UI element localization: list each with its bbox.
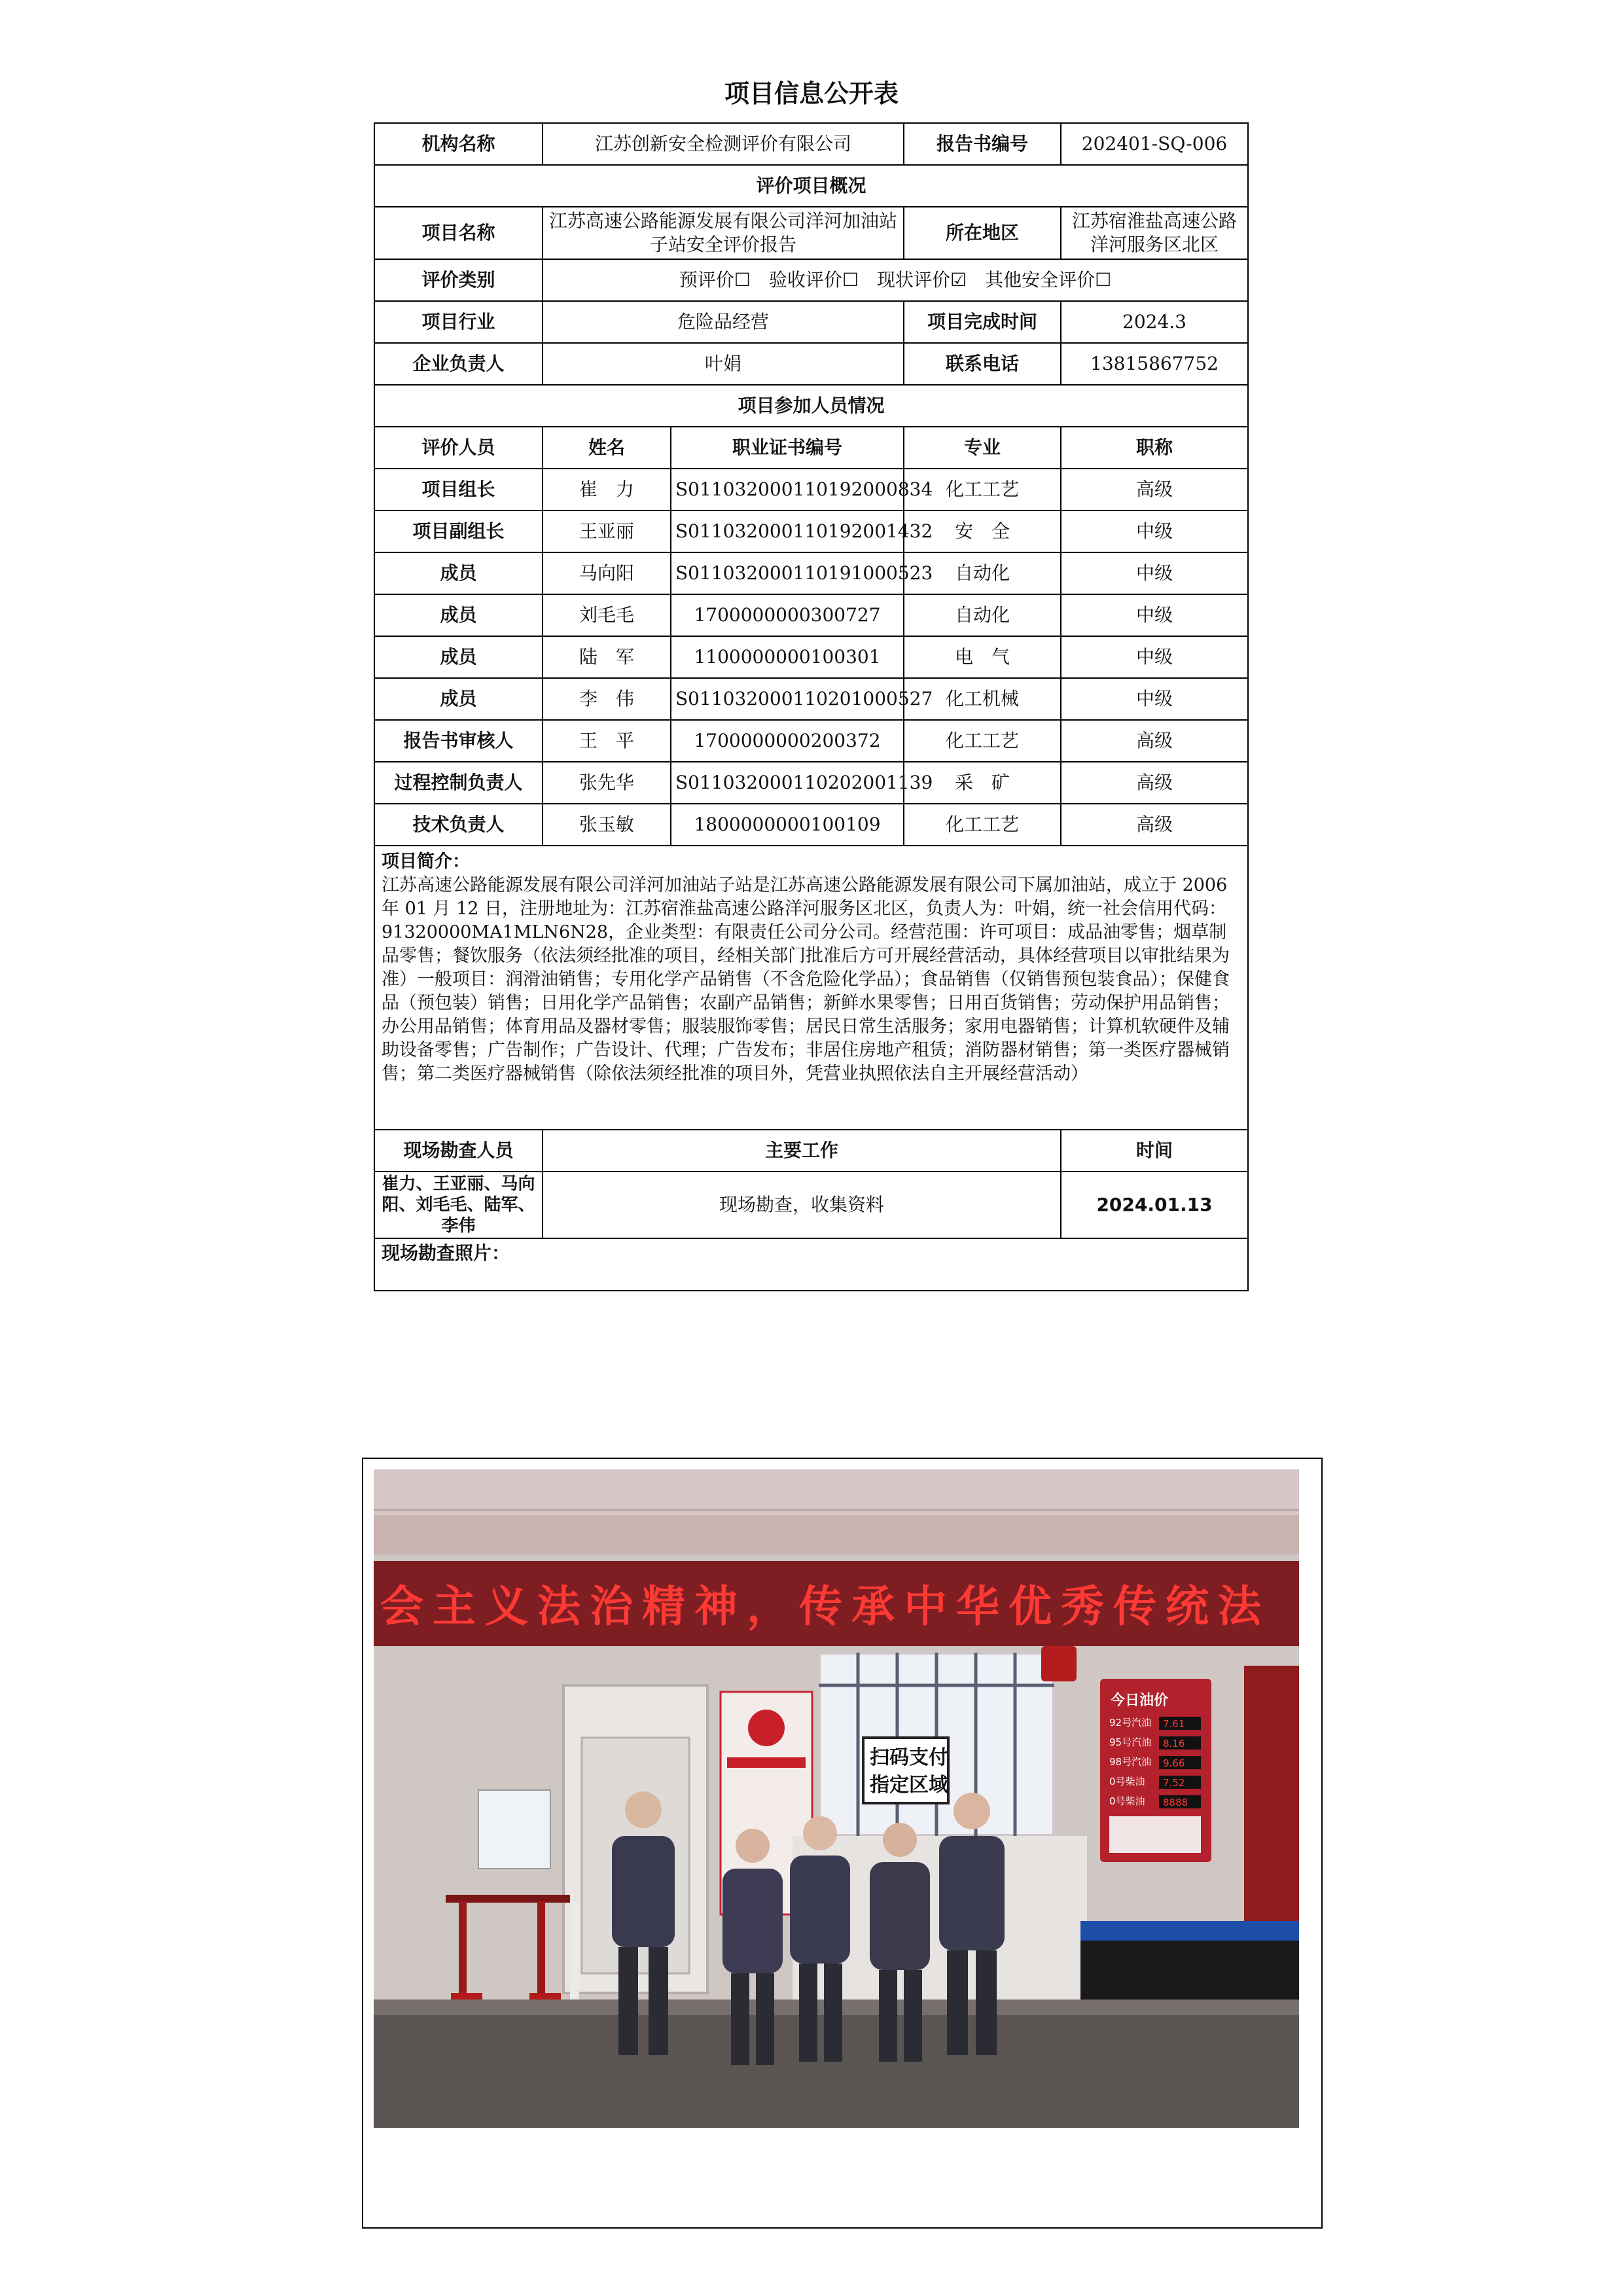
location-label: 所在地区 [904,207,1061,259]
intro-label: 项目简介： [382,852,470,872]
table-row [374,720,1248,762]
report-no-label: 报告书编号 [904,123,1061,165]
person-cert: 1700000000200372 [671,720,904,762]
person-name: 王亚丽 [543,511,671,552]
pay-sign-line2: 指定区域 [870,1774,948,1797]
person-cert: S011032000110202001139 [671,762,904,804]
person-name: 刘毛毛 [543,594,671,636]
photo-frame [362,1458,1323,2229]
person-title: 中级 [1061,594,1248,636]
survey-work: 现场勘查，收集资料 [543,1172,1061,1238]
person-cert: 1100000000100301 [671,636,904,678]
person-role: 成员 [374,636,543,678]
price-board-title: 今日油价 [1111,1693,1169,1709]
site-photo [374,1469,1299,2128]
org-value: 江苏创新安全检测评价有限公司 [543,123,904,165]
eval-type-label: 评价类别 [374,259,543,301]
person-name: 张先华 [543,762,671,804]
responsible-label: 企业负责人 [374,343,543,385]
col-header-major: 专业 [904,427,1061,469]
price-row-name: 92号汽油 [1109,1717,1152,1729]
person-role: 技术负责人 [374,804,543,846]
completion-value: 2024.3 [1061,301,1248,343]
person-title: 中级 [1061,511,1248,552]
price-row-name: 0号柴油 [1109,1776,1145,1787]
person-cert: 1800000000100109 [671,804,904,846]
price-row-value: 8888 [1163,1797,1188,1808]
person-name: 崔 力 [543,469,671,511]
person-name: 马向阳 [543,552,671,594]
price-row-name: 98号汽油 [1109,1756,1152,1768]
person-cert: S011032000110201000527 [671,678,904,720]
table-row [374,594,1248,636]
survey-time-header: 时间 [1061,1130,1248,1172]
phone-label: 联系电话 [904,343,1061,385]
table-row [374,762,1248,804]
phone-value: 13815867752 [1061,343,1248,385]
project-intro [374,846,1248,1130]
led-banner-text: 会主义法治精神，传承中华优秀传统法 [380,1581,1270,1632]
photo-label-cell [374,1238,1248,1291]
person-title: 高级 [1061,469,1248,511]
person-major: 化工工艺 [904,469,1061,511]
project-info-table [374,122,1249,1291]
person-cert: 1700000000300727 [671,594,904,636]
price-row-value: 8.16 [1163,1738,1185,1749]
person-major: 采 矿 [904,762,1061,804]
report-no-value: 202401-SQ-006 [1061,123,1248,165]
person-role: 项目副组长 [374,511,543,552]
org-label: 机构名称 [374,123,543,165]
industry-label: 项目行业 [374,301,543,343]
table-row [374,678,1248,720]
person-name: 张玉敏 [543,804,671,846]
person-major: 安 全 [904,511,1061,552]
person-cert: S011032000110192001432 [671,511,904,552]
person-cert: S011032000110192000834 [671,469,904,511]
pay-sign-line1: 扫码支付 [870,1746,948,1769]
eval-type-value: 预评价☐ 验收评价☐ 现状评价☑ 其他安全评价☐ [543,259,1248,301]
col-header-cert: 职业证书编号 [671,427,904,469]
table-row [374,511,1248,552]
intro-text: 江苏高速公路能源发展有限公司洋河加油站子站是江苏高速公路能源发展有限公司下属加油站，成立于 2006 年 01 月 12 日，注册地址为：江苏宿淮盐高速公路洋河服务区北区，负责人为：叶娟，统一社会信用代码：91320000MA1MLN6N28，企业类型：有限责任公司分公司。经营范围：许可项目：成品油零售；烟草制品零售；餐饮服务（依法须经批准的项目，经相关部门批准后方可开展经营活动，具体经营项目以审批结果为准）一般项目：润滑油销售；专用化学产品销售（不含危险化学品）；食品销售（仅销售预包装食品）；保健食品（预包装）销售；日用化学产品销售；农副产品销售；新鲜水果零售；日用百货销售；劳动保护用品销售；办公用品销售；体育用品及器材零售；服装服饰零售；居民日常生活服务；家用电器销售；计算机软硬件及辅助设备零售；广告制作；广告设计、代理；广告发布；非居住房地产租赁；消防器材销售；第一类医疗器械销售；第二类医疗器械销售（除依法须经批准的项目外，凭营业执照依法自主开展经营活动） [382,875,1230,1084]
col-header-name: 姓名 [543,427,671,469]
person-major: 自动化 [904,552,1061,594]
person-major: 化工工艺 [904,804,1061,846]
overview-header: 评价项目概况 [374,165,1248,207]
price-row-name: 0号柴油 [1109,1795,1145,1807]
photo-label: 现场勘查照片： [382,1242,510,1264]
person-major: 电 气 [904,636,1061,678]
person-name: 陆 军 [543,636,671,678]
person-title: 高级 [1061,804,1248,846]
col-header-title: 职称 [1061,427,1248,469]
person-name: 李 伟 [543,678,671,720]
survey-people: 崔力、王亚丽、马向阳、刘毛毛、陆军、李伟 [374,1172,543,1238]
person-title: 高级 [1061,720,1248,762]
person-title: 中级 [1061,552,1248,594]
price-row-value: 9.66 [1163,1757,1185,1769]
person-role: 成员 [374,552,543,594]
project-name-value: 江苏高速公路能源发展有限公司洋河加油站子站安全评价报告 [543,207,904,259]
person-major: 自动化 [904,594,1061,636]
price-row-value: 7.52 [1163,1777,1185,1789]
page-title: 项目信息公开表 [724,79,899,108]
person-title: 中级 [1061,636,1248,678]
table-row [374,552,1248,594]
table-row [374,804,1248,846]
person-name: 王 平 [543,720,671,762]
survey-time: 2024.01.13 [1061,1172,1248,1238]
completion-label: 项目完成时间 [904,301,1061,343]
person-title: 中级 [1061,678,1248,720]
person-role: 成员 [374,678,543,720]
table-row [374,469,1248,511]
person-major: 化工工艺 [904,720,1061,762]
person-role: 项目组长 [374,469,543,511]
price-row-value: 7.61 [1163,1718,1185,1730]
personnel-header: 项目参加人员情况 [374,385,1248,427]
table-row [374,636,1248,678]
person-role: 过程控制负责人 [374,762,543,804]
price-row-name: 95号汽油 [1109,1736,1152,1748]
person-role: 成员 [374,594,543,636]
industry-value: 危险品经营 [543,301,904,343]
survey-people-header: 现场勘查人员 [374,1130,543,1172]
col-header-role: 评价人员 [374,427,543,469]
person-cert: S011032000110191000523 [671,552,904,594]
project-name-label: 项目名称 [374,207,543,259]
person-role: 报告书审核人 [374,720,543,762]
location-value: 江苏宿淮盐高速公路洋河服务区北区 [1061,207,1248,259]
responsible-value: 叶娟 [543,343,904,385]
person-title: 高级 [1061,762,1248,804]
person-major: 化工机械 [904,678,1061,720]
survey-work-header: 主要工作 [543,1130,1061,1172]
